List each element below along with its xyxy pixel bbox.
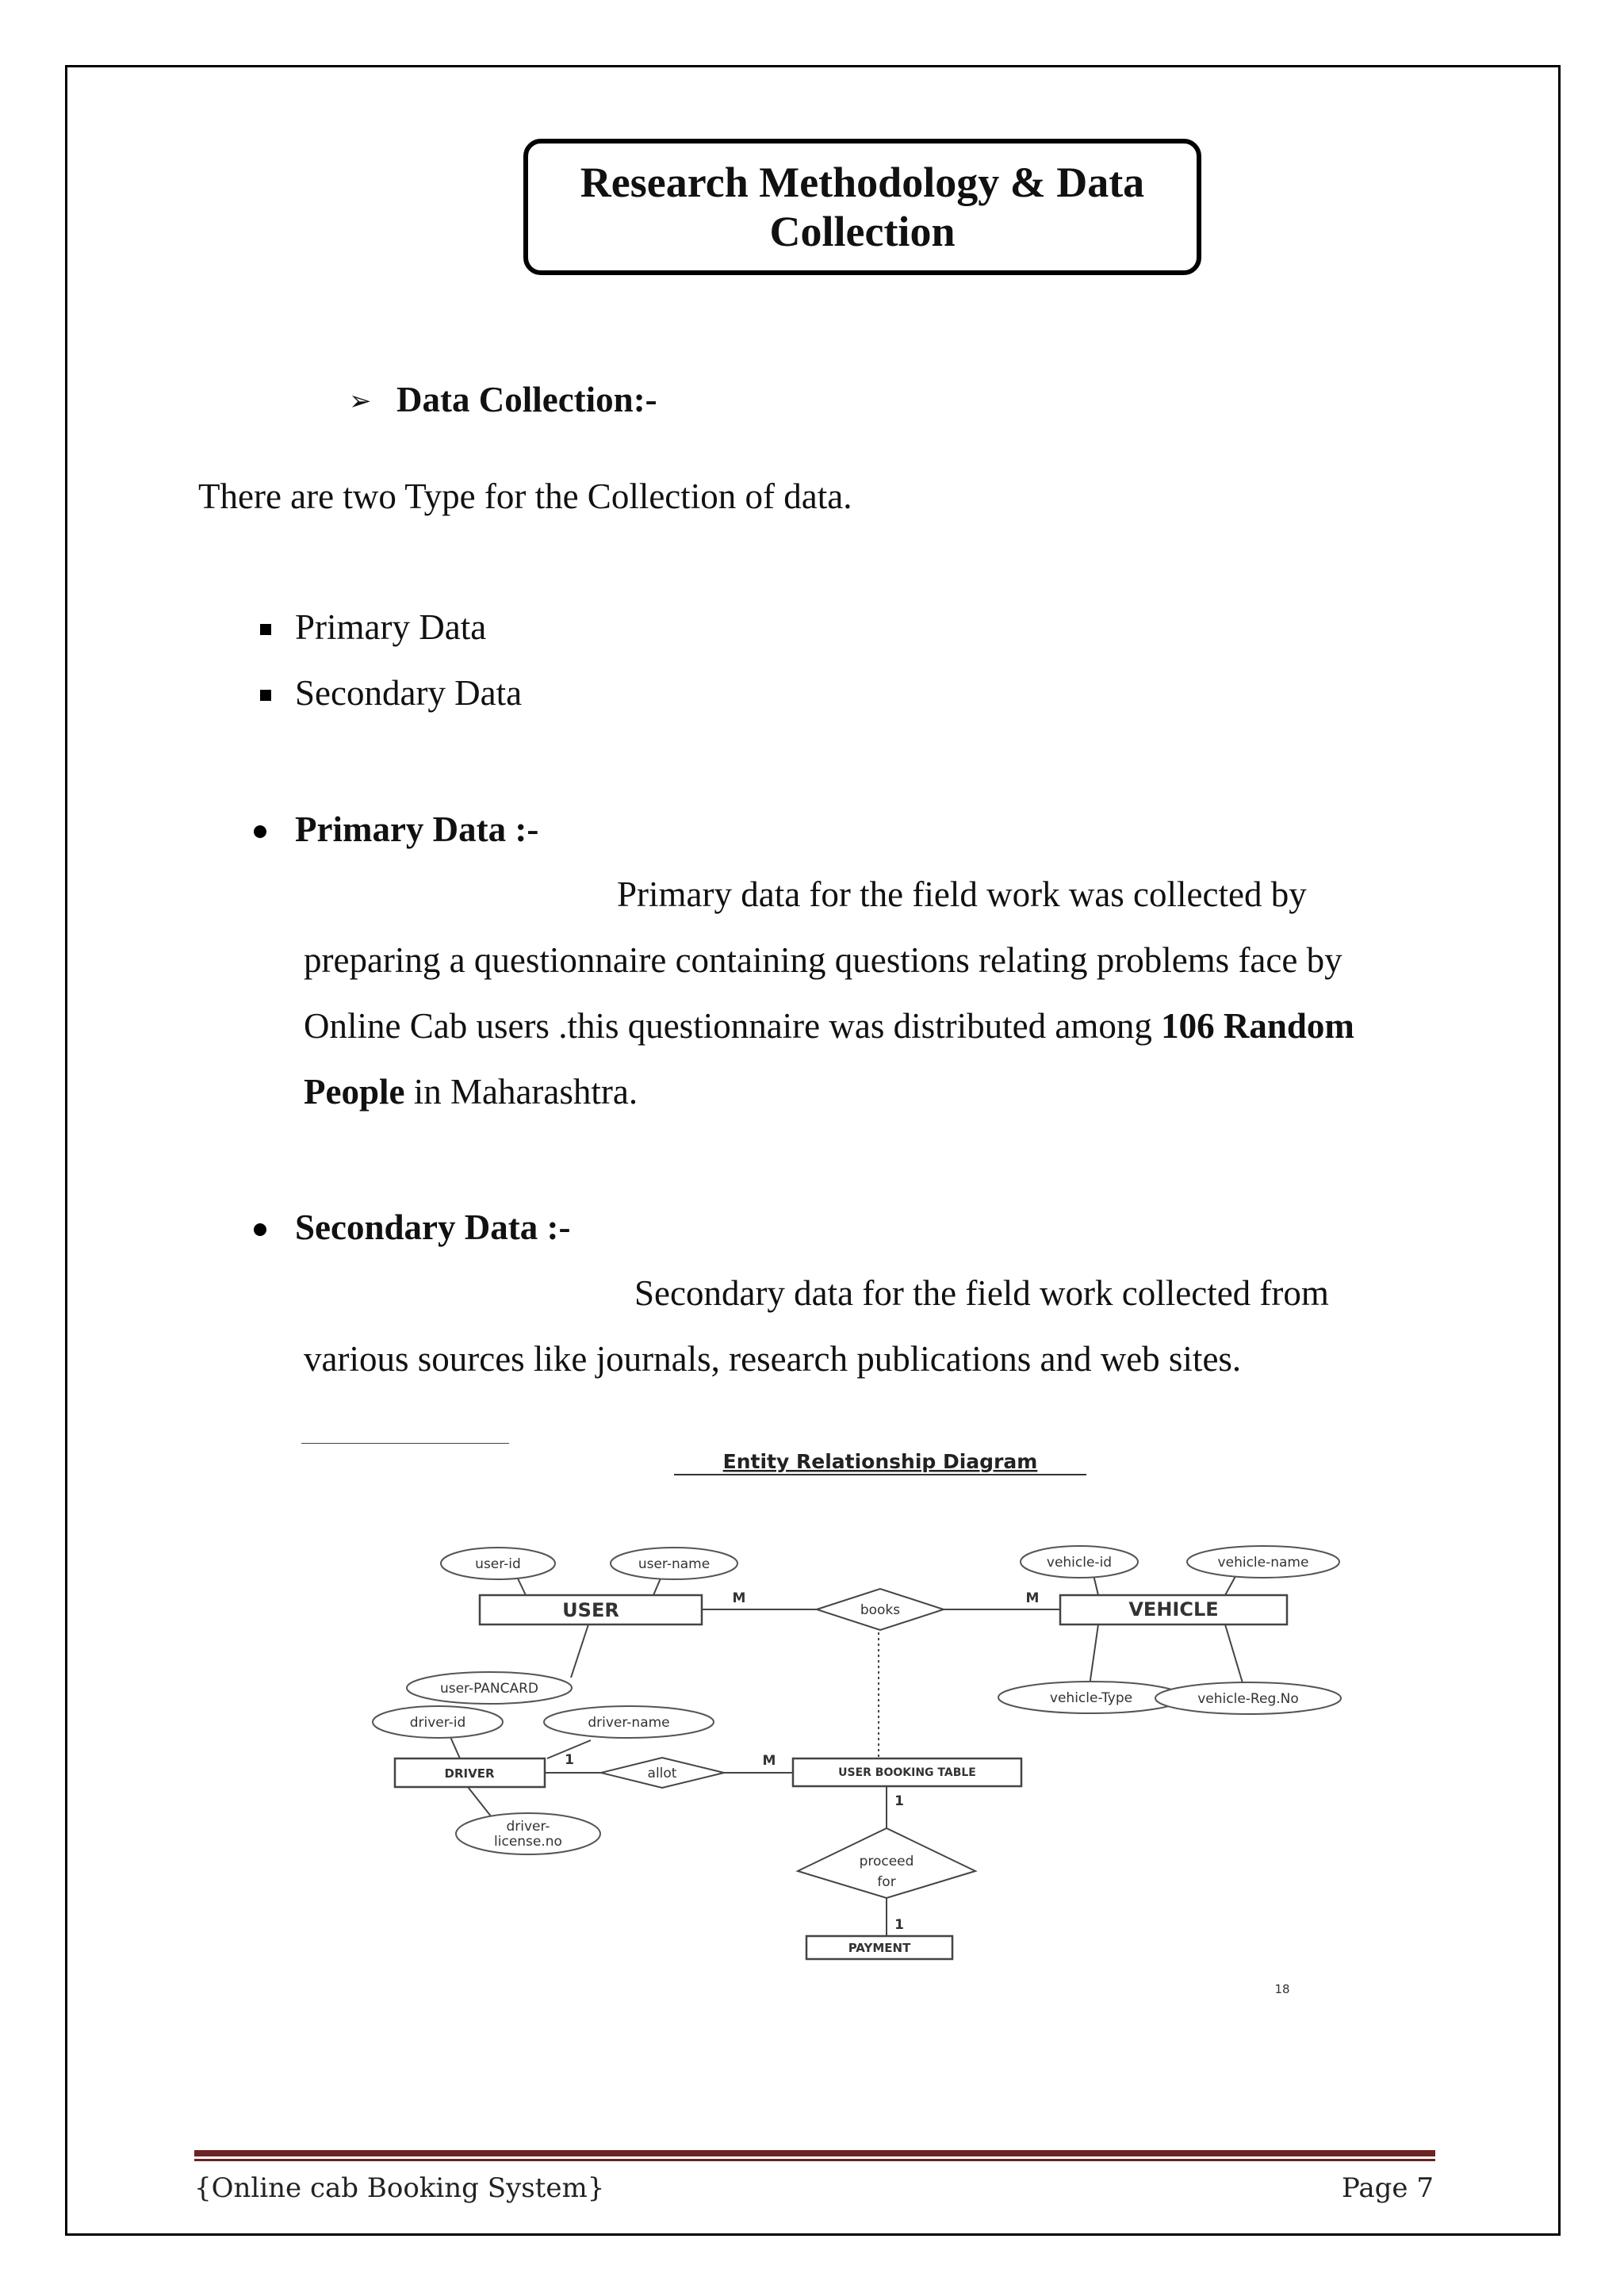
primary-line-2: preparing a questionnaire containing questions relating problems face by [304,940,1342,980]
rel-proceed-line2: for [877,1874,896,1890]
card-user-books: M [732,1590,746,1606]
footer-page-number: Page 7 [1342,2172,1434,2204]
rel-books: books [860,1602,901,1618]
attr-user-id: user-id [475,1556,521,1572]
erd-page-ref: 18 [1274,1982,1290,1996]
title-line-1: Research Methodology & Data [580,159,1145,206]
square-bullet-icon [260,690,271,701]
round-bullet-icon [254,1223,266,1236]
data-collection-intro: There are two Type for the Collection of data. [198,476,852,516]
attr-driver-license-line1: driver- [506,1819,550,1835]
attr-vehicle-type: vehicle-Type [1049,1690,1133,1706]
page-title [561,158,1164,256]
card-allot-booking: M [762,1753,776,1769]
erd-relationship-diamonds [601,1589,975,1898]
data-collection-heading: Data Collection:- [396,380,657,419]
secondary-heading: Secondary Data :- [295,1207,571,1247]
type-item-secondary: Secondary Data [295,673,523,713]
erd-title: Entity Relationship Diagram [722,1450,1038,1473]
title-line-2: Collection [769,208,956,255]
primary-heading: Primary Data :- [295,809,539,849]
primary-sample-size: 106 Random [1161,1006,1354,1046]
primary-people: People [304,1072,405,1112]
round-bullet-icon [254,825,266,838]
attr-user-pancard: user-PANCARD [439,1681,539,1697]
entity-vehicle: VEHICLE [1128,1598,1219,1621]
primary-line-1: Primary data for the field work was collected by [617,874,1307,914]
title-box [523,139,1201,275]
primary-line-3-text: Online Cab users .this questionnaire was distributed among [304,1006,1162,1046]
card-booking-proceed: 1 [894,1793,904,1809]
attr-driver-name: driver-name [588,1715,670,1731]
attr-user-name: user-name [638,1556,710,1572]
square-bullet-icon [260,624,271,635]
attr-vehicle-reg: vehicle-Reg.No [1197,1691,1299,1707]
card-driver-allot: 1 [565,1752,574,1768]
primary-line-4-text: in Maharashtra. [404,1072,638,1112]
card-vehicle-books: M [1025,1590,1040,1606]
attr-vehicle-name: vehicle-name [1217,1555,1309,1571]
entity-user: USER [562,1599,619,1621]
footer-rule-thin [194,2159,1435,2161]
entity-booking-table: USER BOOKING TABLE [838,1766,976,1779]
attr-driver-id: driver-id [409,1715,466,1731]
secondary-line-1: Secondary data for the field work collected from [634,1273,1329,1313]
footer-title: {Online cab Booking System} [194,2172,605,2204]
rel-proceed-line1: proceed [859,1854,914,1869]
type-item-primary: Primary Data [295,607,487,647]
entity-payment: PAYMENT [848,1941,911,1955]
erd-attribute-ellipses [373,1546,1341,1854]
secondary-line-2: various sources like journals, research publications and web sites. [304,1339,1242,1379]
footer-rule [194,2150,1435,2156]
attr-vehicle-id: vehicle-id [1046,1555,1113,1571]
attr-driver-license-line2: license.no [494,1834,562,1850]
entity-driver: DRIVER [444,1766,495,1781]
primary-line-4 [304,1071,638,1112]
card-proceed-payment: 1 [894,1917,904,1933]
er-diagram [301,1443,1411,2014]
rel-allot: allot [647,1766,677,1781]
primary-line-3 [304,1005,1354,1047]
arrow-bullet-icon: ➢ [349,385,372,417]
